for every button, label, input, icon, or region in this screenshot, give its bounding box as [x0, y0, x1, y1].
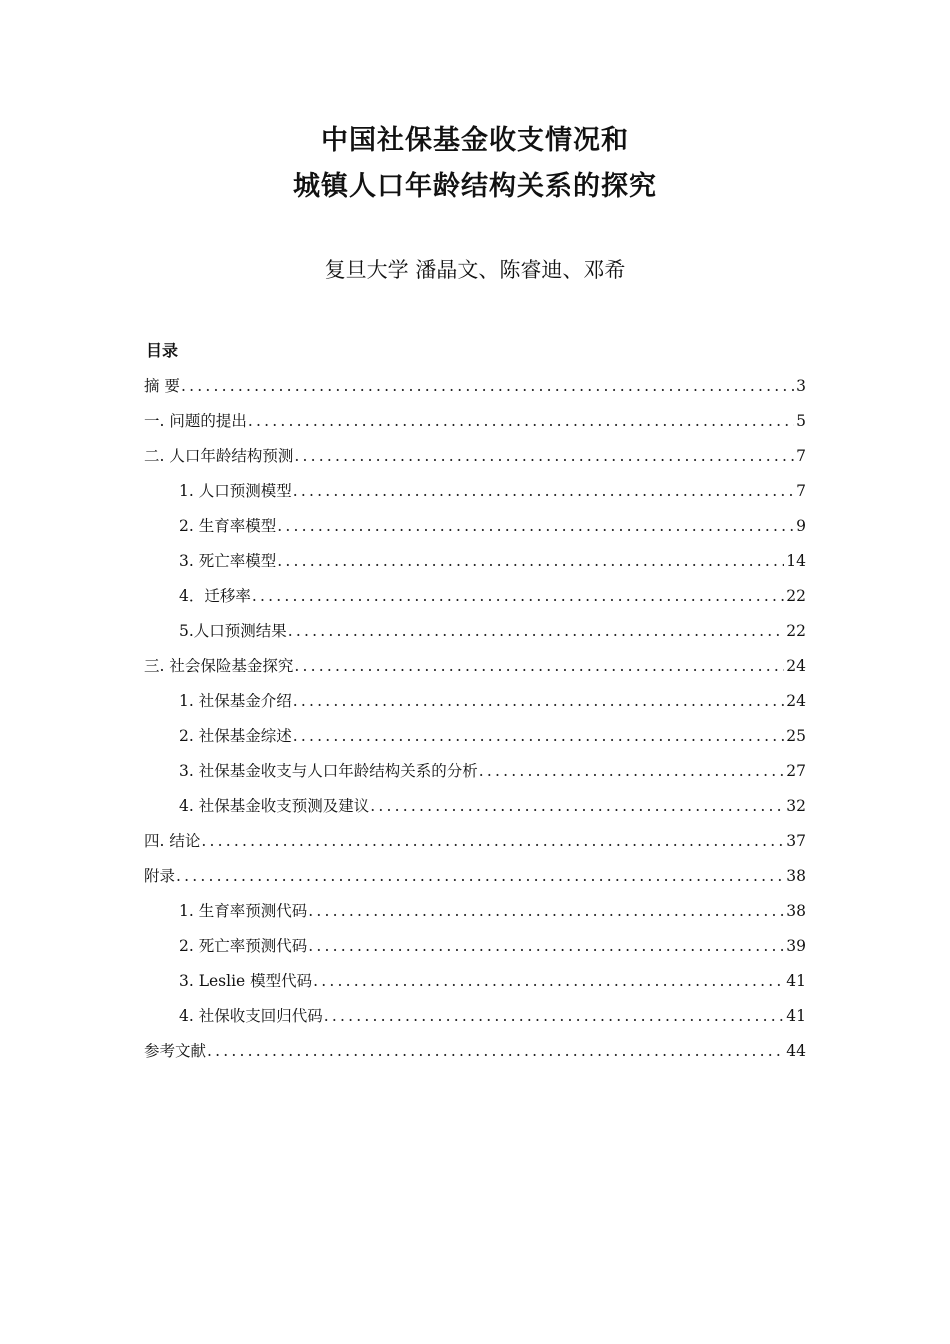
toc-leader-dots [308, 897, 784, 925]
toc-entry[interactable] [144, 1037, 806, 1072]
toc-entry-label: 4．迁移率 [179, 587, 251, 605]
toc-entry-page-number: 7 [796, 447, 806, 465]
toc-entry-page-number: 9 [796, 517, 806, 535]
toc-entry[interactable] [144, 512, 806, 547]
toc-entry[interactable] [144, 442, 806, 477]
toc-entry[interactable] [144, 547, 806, 582]
toc-entry-page-number: 38 [786, 902, 806, 920]
toc-entry-page-number: 32 [786, 797, 806, 815]
toc-entry[interactable] [144, 617, 806, 652]
toc-leader-dots [201, 827, 784, 855]
toc-leader-dots [248, 407, 794, 435]
toc-entry-page-number: 5 [796, 412, 806, 430]
toc-leader-dots [288, 617, 784, 645]
toc-entry-label: 3. 社保基金收支与人口年龄结构关系的分析 [179, 762, 478, 780]
toc-leader-dots [313, 967, 784, 995]
toc-leader-dots [324, 1002, 785, 1030]
toc-entry[interactable] [144, 757, 806, 792]
toc-leader-dots [308, 932, 784, 960]
toc-leader-dots [294, 442, 794, 470]
toc-leader-dots [293, 687, 785, 715]
toc-entry-label: 摘 要 [144, 377, 180, 395]
toc-entry-label: 1. 人口预测模型 [179, 482, 292, 500]
table-of-contents [144, 372, 806, 1072]
title-line-2: 城镇人口年龄结构关系的探究 [293, 171, 657, 202]
toc-entry-label: 三. 社会保险基金探究 [144, 657, 294, 675]
toc-entry[interactable] [144, 932, 806, 967]
toc-entry-page-number: 39 [786, 937, 806, 955]
toc-entry-page-number: 38 [786, 867, 806, 885]
toc-entry[interactable] [144, 862, 806, 897]
toc-entry[interactable] [144, 1002, 806, 1037]
toc-entry-label: 参考文献 [144, 1042, 207, 1060]
toc-entry-page-number: 25 [786, 727, 806, 745]
toc-entry-page-number: 24 [786, 692, 806, 710]
toc-entry-label: 四. 结论 [144, 832, 201, 850]
toc-entry-page-number: 14 [786, 552, 806, 570]
toc-entry[interactable] [144, 372, 806, 407]
toc-entry-label: 5.人口预测结果 [179, 622, 287, 640]
toc-leader-dots [479, 757, 785, 785]
author-line: 复旦大学 潘晶文、陈睿迪、邓希 [324, 258, 626, 282]
toc-entry[interactable] [144, 897, 806, 932]
toc-entry[interactable] [144, 687, 806, 722]
toc-entry[interactable] [144, 652, 806, 687]
toc-entry[interactable] [144, 827, 806, 862]
toc-leader-dots [277, 547, 784, 575]
toc-entry[interactable] [144, 967, 806, 1002]
toc-entry[interactable] [144, 477, 806, 512]
toc-leader-dots [176, 862, 784, 890]
toc-entry[interactable] [144, 722, 806, 757]
toc-leader-dots [181, 372, 794, 400]
toc-entry-page-number: 22 [786, 622, 806, 640]
toc-entry-label: 二. 人口年龄结构预测 [144, 447, 294, 465]
toc-entry-page-number: 37 [786, 832, 806, 850]
toc-leader-dots [252, 582, 784, 610]
toc-leader-dots [207, 1037, 784, 1065]
toc-leader-dots [293, 477, 794, 505]
toc-entry-label: 2. 社保基金综述 [179, 727, 292, 745]
toc-entry-label: 一. 问题的提出 [144, 412, 247, 430]
toc-entry-label: 1. 生育率预测代码 [179, 902, 308, 920]
toc-entry-page-number: 41 [786, 1007, 806, 1025]
toc-entry-page-number: 7 [796, 482, 806, 500]
toc-entry-page-number: 41 [786, 972, 806, 990]
toc-entry[interactable] [144, 407, 806, 442]
toc-leader-dots [293, 722, 785, 750]
toc-entry[interactable] [144, 582, 806, 617]
toc-entry-page-number: 44 [786, 1042, 806, 1060]
toc-entry-label: 2. 死亡率预测代码 [179, 937, 308, 955]
title-line-1: 中国社保基金收支情况和 [321, 125, 629, 156]
toc-entry-page-number: 27 [786, 762, 806, 780]
toc-entry-label: 1. 社保基金介绍 [179, 692, 292, 710]
toc-entry-page-number: 24 [786, 657, 806, 675]
document-title [0, 118, 950, 210]
toc-leader-dots [370, 792, 784, 820]
toc-entry-label: 3. 死亡率模型 [179, 552, 277, 570]
toc-leader-dots [277, 512, 794, 540]
toc-entry-label: 4. 社保收支回归代码 [179, 1007, 323, 1025]
toc-entry-label: 3. Leslie 模型代码 [179, 972, 313, 990]
toc-heading: 目录 [146, 341, 179, 360]
toc-entry-label: 4. 社保基金收支预测及建议 [179, 797, 370, 815]
toc-leader-dots [294, 652, 784, 680]
toc-entry-page-number: 22 [786, 587, 806, 605]
toc-entry-label: 附录 [144, 867, 176, 885]
toc-entry-label: 2. 生育率模型 [179, 517, 277, 535]
toc-entry-page-number: 3 [796, 377, 806, 395]
toc-entry[interactable] [144, 792, 806, 827]
